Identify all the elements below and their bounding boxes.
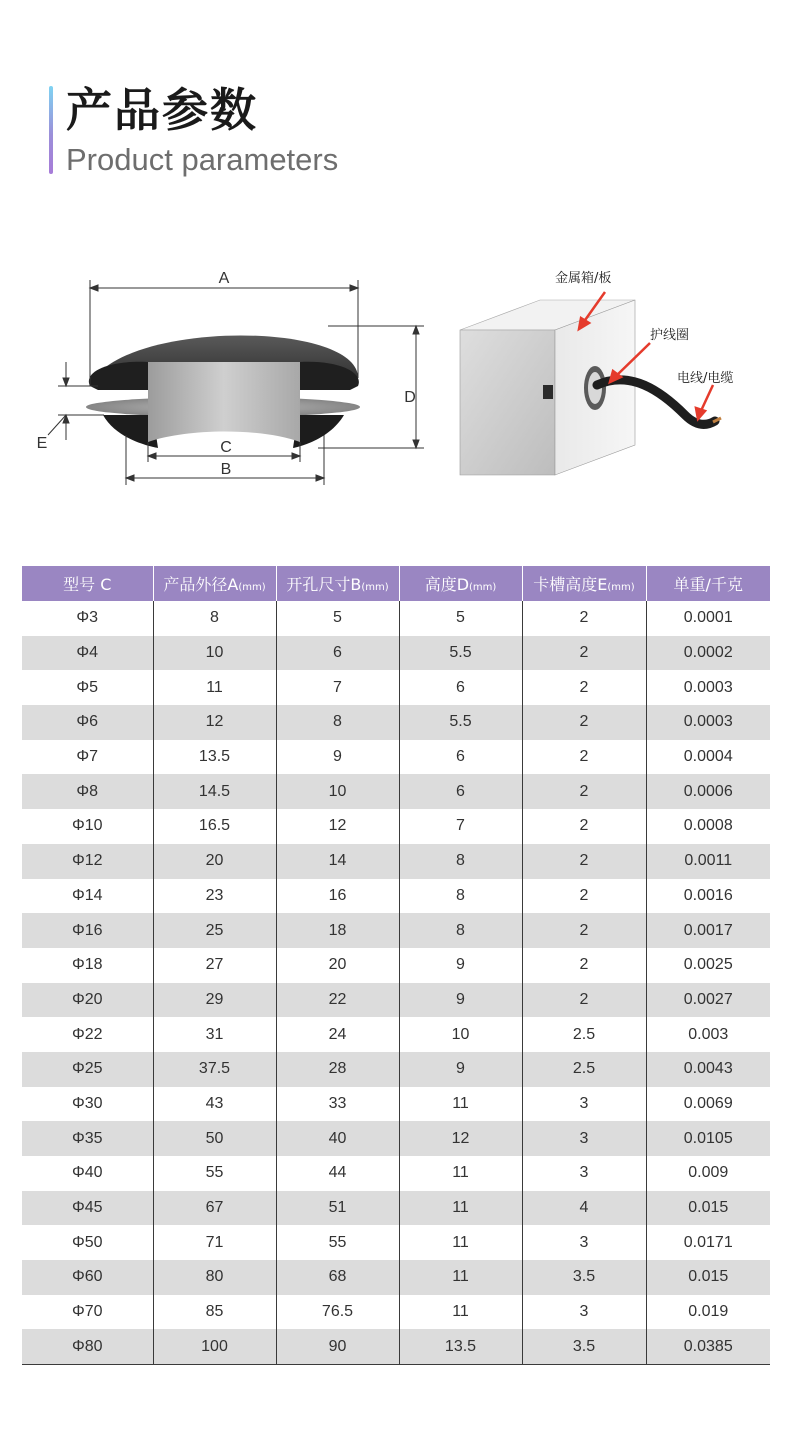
table-cell: 7 [276, 670, 399, 705]
table-row [22, 670, 770, 705]
table-cell: 8 [399, 879, 522, 914]
table-cell: 2 [522, 774, 646, 809]
table-cell: 3 [522, 1087, 646, 1122]
table-cell: 2 [522, 740, 646, 775]
table-cell: 6 [399, 670, 522, 705]
table-cell: Φ16 [22, 913, 153, 948]
table-cell: Φ3 [76, 609, 99, 627]
grommet-dimension-diagram [28, 250, 448, 490]
table-cell: 11 [399, 1260, 522, 1295]
header-height: 高度D(mm) [399, 566, 522, 601]
table-cell: 5 [399, 601, 522, 636]
table-cell: Φ45 [22, 1191, 153, 1226]
table-cell: 2 [522, 705, 646, 740]
table-cell: 9 [276, 740, 399, 775]
table-cell: 29 [153, 983, 276, 1018]
table-cell: 3 [522, 1156, 646, 1191]
table-cell: 6 [399, 774, 522, 809]
table-row [22, 1087, 770, 1122]
table-cell: 5 [276, 601, 399, 636]
table-row [22, 705, 770, 740]
table-cell: 12 [153, 705, 276, 740]
table-cell: Φ8 [22, 774, 153, 809]
table-cell: 3.5 [522, 1260, 646, 1295]
table-cell: 0.003 [646, 1017, 770, 1052]
table-cell: 18 [276, 913, 399, 948]
table-cell: 0.015 [646, 1260, 770, 1295]
table-cell: Φ25 [22, 1052, 153, 1087]
table-row [22, 1017, 770, 1052]
table-cell: 0.0043 [646, 1052, 770, 1087]
table-cell: 2 [522, 844, 646, 879]
table-cell: 16 [276, 879, 399, 914]
table-cell: 51 [276, 1191, 399, 1226]
table-cell: 9 [399, 983, 522, 1018]
table-cell: 0.0027 [646, 983, 770, 1018]
table-cell: 67 [153, 1191, 276, 1226]
table-row [22, 948, 770, 983]
table-cell: 22 [276, 983, 399, 1018]
table-row [22, 1329, 770, 1364]
table-cell: 0.0171 [646, 1225, 770, 1260]
table-cell: 0.0008 [646, 809, 770, 844]
table-row [22, 1121, 770, 1156]
page-title: 产品参数 [66, 83, 258, 137]
dimension-label-e: E [36, 435, 48, 452]
table-cell: 55 [153, 1156, 276, 1191]
table-row [22, 636, 770, 671]
table-cell: 20 [276, 948, 399, 983]
table-cell: 5.5 [399, 636, 522, 671]
table-cell: Φ7 [76, 748, 99, 766]
dimension-label-a: A [218, 270, 230, 287]
table-cell: 11 [399, 1295, 522, 1330]
table-cell: Φ60 [22, 1260, 153, 1295]
table-cell: 20 [153, 844, 276, 879]
table-cell: 37.5 [153, 1052, 276, 1087]
label-cable: 电线/电缆 [677, 371, 734, 386]
table-cell: 40 [276, 1121, 399, 1156]
table-row [22, 1295, 770, 1330]
table-cell: 8 [399, 913, 522, 948]
header-unit-weight: 单重/千克 [646, 566, 770, 601]
table-cell: 55 [276, 1225, 399, 1260]
table-row [22, 1260, 770, 1295]
table-cell: 0.0003 [646, 670, 770, 705]
table-cell: 3.5 [522, 1329, 646, 1364]
table-row [22, 1156, 770, 1191]
table-cell: 28 [276, 1052, 399, 1087]
parameter-table [22, 566, 770, 1365]
label-grommet: 护线圈 [650, 328, 690, 343]
table-cell: 12 [399, 1121, 522, 1156]
table-cell: 0.015 [646, 1191, 770, 1226]
table-cell: 10 [399, 1017, 522, 1052]
table-row [22, 774, 770, 809]
table-cell: 0.0006 [646, 774, 770, 809]
dimension-label-b: B [220, 461, 232, 478]
table-row [22, 1191, 770, 1226]
table-cell: 2 [522, 983, 646, 1018]
table-row [22, 879, 770, 914]
table-cell: 2 [522, 879, 646, 914]
table-cell: 2 [522, 670, 646, 705]
table-cell: 0.0004 [646, 740, 770, 775]
table-cell: 5.5 [399, 705, 522, 740]
table-cell: 33 [276, 1087, 399, 1122]
table-cell: 2 [522, 913, 646, 948]
table-cell: Φ35 [22, 1121, 153, 1156]
table-cell: 90 [276, 1329, 399, 1364]
table-row [22, 1225, 770, 1260]
table-cell: 0.009 [646, 1156, 770, 1191]
dimension-label-d: D [404, 389, 416, 406]
table-row [22, 844, 770, 879]
table-cell: Φ22 [71, 1025, 103, 1043]
table-cell: 23 [153, 879, 276, 914]
table-cell: 11 [399, 1087, 522, 1122]
table-cell: 2.5 [522, 1017, 646, 1052]
table-cell: 3 [522, 1295, 646, 1330]
table-cell: 68 [276, 1260, 399, 1295]
table-row [22, 740, 770, 775]
table-cell: 10 [153, 636, 276, 671]
installation-illustration [455, 255, 775, 485]
table-cell: Φ50 [71, 1233, 103, 1251]
table-cell: 7 [399, 809, 522, 844]
table-cell: 14 [276, 844, 399, 879]
table-cell: 0.0017 [646, 913, 770, 948]
table-body [22, 601, 770, 1365]
table-cell: 80 [153, 1260, 276, 1295]
table-cell: 13.5 [153, 740, 276, 775]
table-cell: Φ10 [71, 817, 103, 835]
table-cell: 2 [522, 809, 646, 844]
table-row [22, 913, 770, 948]
table-cell: 71 [153, 1225, 276, 1260]
table-cell: 85 [153, 1295, 276, 1330]
table-cell: 50 [153, 1121, 276, 1156]
table-cell: 0.0105 [646, 1121, 770, 1156]
table-row [22, 983, 770, 1018]
table-cell: Φ20 [22, 983, 153, 1018]
table-cell: 0.0385 [646, 1329, 770, 1364]
title-accent-bar [49, 86, 53, 174]
table-cell: 3 [522, 1225, 646, 1260]
page-subtitle: Product parameters [66, 142, 339, 177]
header-slot-height: 卡槽高度E(mm) [522, 566, 646, 601]
table-cell: 9 [399, 1052, 522, 1087]
dimension-label-c: C [220, 439, 232, 456]
table-cell: 12 [276, 809, 399, 844]
table-cell: 0.0001 [646, 601, 770, 636]
table-cell: 6 [276, 636, 399, 671]
table-row [22, 1052, 770, 1087]
table-cell: 16.5 [153, 809, 276, 844]
table-cell: 2 [522, 636, 646, 671]
table-cell: 2 [522, 601, 646, 636]
table-cell: 0.0003 [646, 705, 770, 740]
header-hole-size: 开孔尺寸B(mm) [276, 566, 399, 601]
table-cell: 25 [153, 913, 276, 948]
table-cell: 2 [522, 948, 646, 983]
table-row [22, 601, 770, 636]
table-cell: 44 [276, 1156, 399, 1191]
table-cell: 11 [399, 1156, 522, 1191]
table-cell: 13.5 [399, 1329, 522, 1364]
table-cell: 11 [399, 1191, 522, 1226]
table-cell: 31 [153, 1017, 276, 1052]
table-cell: 0.0011 [646, 844, 770, 879]
table-cell: 10 [276, 774, 399, 809]
parameter-table-container [22, 566, 770, 1365]
table-row [22, 809, 770, 844]
table-cell: 8 [399, 844, 522, 879]
table-cell: 24 [276, 1017, 399, 1052]
table-cell: Φ4 [22, 636, 153, 671]
table-cell: Φ80 [22, 1329, 153, 1364]
table-cell: 2.5 [522, 1052, 646, 1087]
table-cell: Φ70 [71, 1303, 103, 1321]
table-cell: 27 [153, 948, 276, 983]
table-cell: Φ40 [71, 1164, 103, 1182]
table-cell: Φ12 [22, 844, 153, 879]
table-cell: 9 [399, 948, 522, 983]
table-cell: 43 [153, 1087, 276, 1122]
table-cell: 11 [153, 670, 276, 705]
table-cell: Φ14 [71, 886, 103, 904]
table-cell: 4 [522, 1191, 646, 1226]
table-cell: 0.0069 [646, 1087, 770, 1122]
table-cell: 76.5 [276, 1295, 399, 1330]
table-cell: 0.019 [646, 1295, 770, 1330]
table-cell: 14.5 [153, 774, 276, 809]
table-cell: 100 [153, 1329, 276, 1364]
label-metal-box: 金属箱/板 [555, 271, 612, 286]
table-cell: 0.0025 [646, 948, 770, 983]
table-cell: Φ30 [71, 1094, 103, 1112]
table-cell: 11 [399, 1225, 522, 1260]
table-cell: Φ5 [76, 678, 99, 696]
table-header-row [22, 566, 770, 601]
table-cell: 8 [153, 601, 276, 636]
header-model: 型号 C [22, 566, 153, 601]
table-cell: 6 [399, 740, 522, 775]
table-cell: 0.0016 [646, 879, 770, 914]
table-cell: Φ18 [71, 956, 103, 974]
table-cell: Φ6 [22, 705, 153, 740]
table-cell: 8 [276, 705, 399, 740]
table-cell: 3 [522, 1121, 646, 1156]
table-cell: 0.0002 [646, 636, 770, 671]
header-outer-diameter: 产品外径A(mm) [153, 566, 276, 601]
